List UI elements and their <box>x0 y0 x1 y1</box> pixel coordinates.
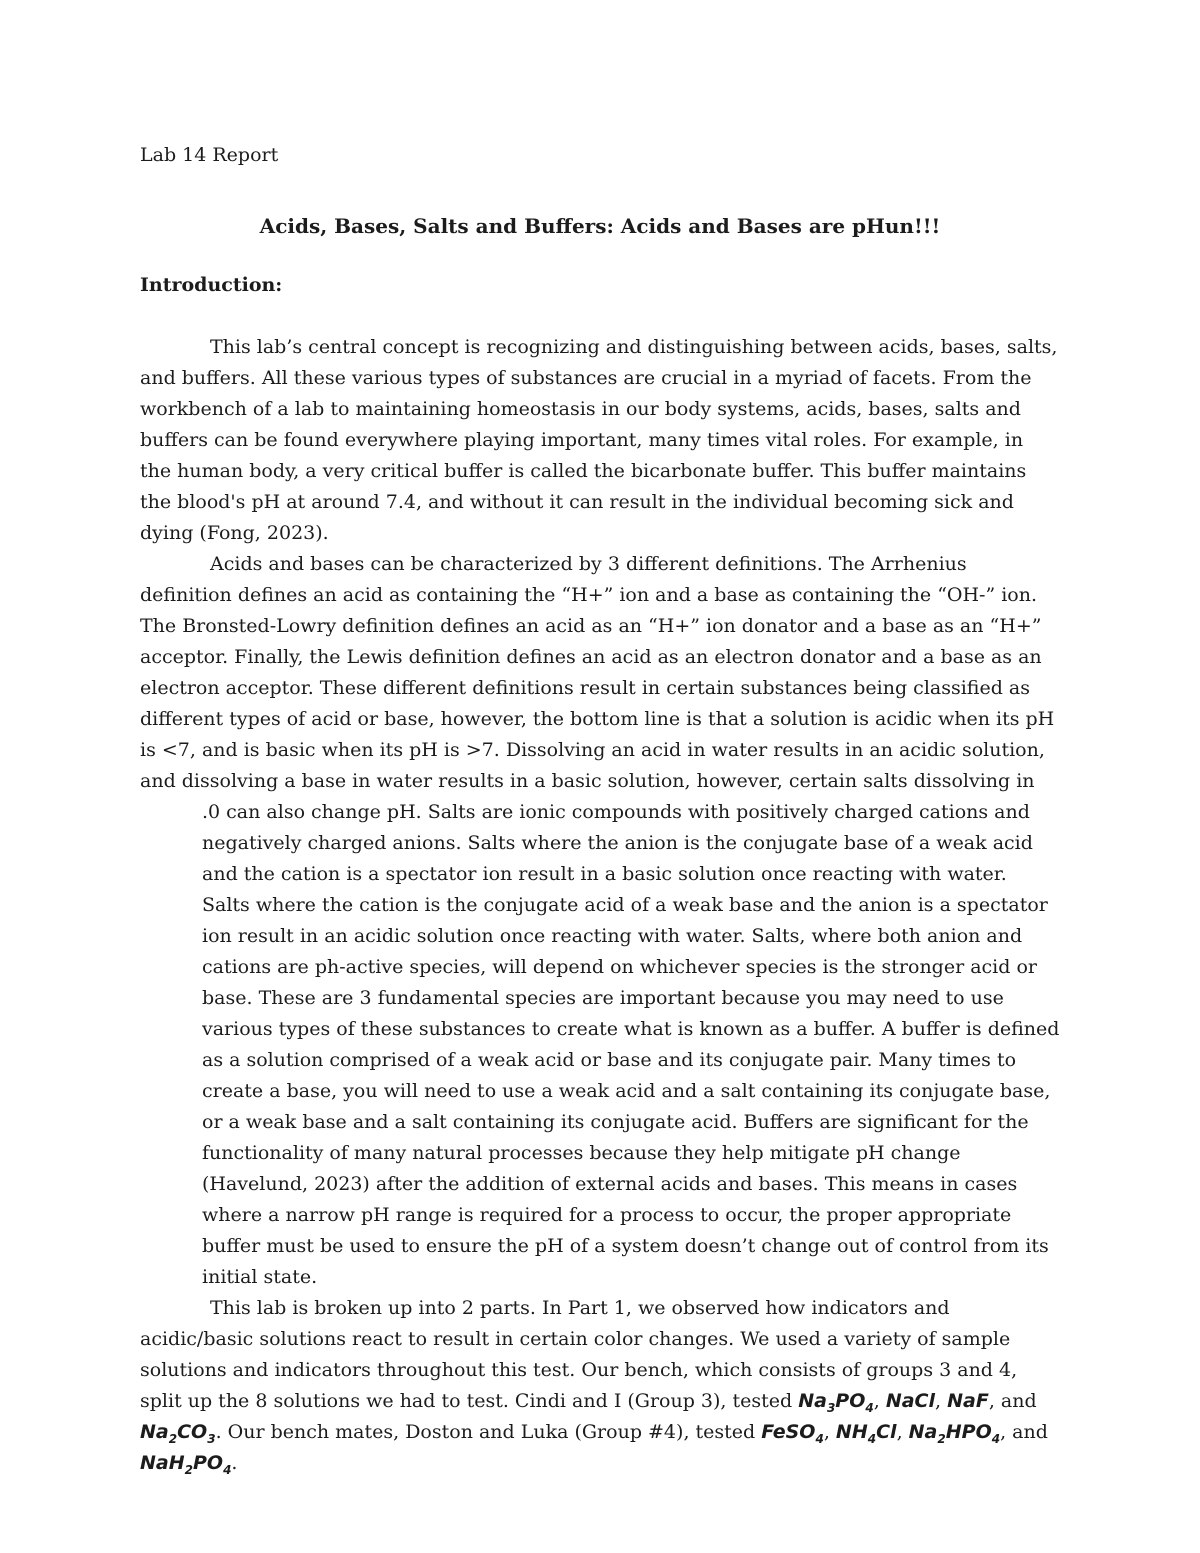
separator: , and <box>1000 1421 1048 1443</box>
document-body <box>140 332 1060 1479</box>
formula-sodium-phosphate: $Na_3PO_4$ <box>798 1390 874 1415</box>
separator: , <box>935 1390 948 1412</box>
formula-iron-sulfate: FeSO$_4$ <box>761 1421 824 1446</box>
formula-disodium-phosphate: $Na_2HPO_4$ <box>908 1421 1001 1446</box>
report-label: Lab 14 Report <box>140 144 279 166</box>
separator: , and <box>988 1390 1037 1412</box>
formula-sodium-chloride: NaCl <box>885 1390 936 1412</box>
formula-ammonium-chloride: $NH_4Cl$ <box>835 1421 897 1446</box>
paragraph-2-continued-text: .0 can also change pH. Salts are ionic compounds with positively charged cations and negatively charged anions. Salts where the anion is the conjugate base of a weak acid and the cation is a spectator ion result in a basic solution once reacting with water. Salts where the cation is the conjugate acid of a weak base and the anion is a spectator ion result in an acidic solution once reacting with water. Salts, where both anion and cations are ph-active species, will depend on whichever species is the stronger acid or base. These are 3 fundamental species are important because you may need to use various types of these substances to create what is known as a buffer. A buffer is defined as a solution comprised of a weak acid or base and its conjugate pair. Many times to create a base, you will need to use a weak acid and a salt containing its conjugate base, or a weak base and a salt containing its conjugate acid. Buffers are significant for the functionality of many natural processes because they help mitigate pH change (Havelund, 2023) after the addition of external acids and bases. This means in cases where a narrow pH range is required for a process to occur, the proper appropriate buffer must be used to ensure the pH of a system doesn’t change out of control from its initial state. <box>202 801 1060 1288</box>
paragraph-3-middle: . Our bench mates, Doston and Luka (Group #4), tested <box>215 1421 762 1443</box>
paragraph-3-intro: This lab is broken up into 2 parts. In Part 1, we observed how indicators and acidic/basic solutions react to result in certain color changes. We used a variety of sample solutions and indicators throughout this test. Our bench, which consists of groups 3 and 4, split up the 8 solutions we had to test. Cindi and I (Group 3), tested <box>140 1297 1018 1412</box>
paragraph-3 <box>140 1293 1060 1479</box>
document-title: Acids, Bases, Salts and Buffers: Acids and Bases are pHun!!! <box>259 214 941 238</box>
separator: , <box>823 1421 836 1443</box>
separator: , <box>896 1421 909 1443</box>
formula-sodium-fluoride: NaF <box>947 1390 989 1412</box>
separator: , <box>873 1390 886 1412</box>
section-heading-introduction: Introduction: <box>140 274 283 296</box>
paragraph-3-end: . <box>231 1452 238 1474</box>
paragraph-1: This lab’s central concept is recognizing and distinguishing between acids, bases, salts, and buffers. All these various types of substances are crucial in a myriad of facets. From the workbench of a lab to maintaining homeostasis in our body systems, acids, bases, salts and buffers can be found everywhere playing important, many times vital roles. For example, in the human body, a very critical buffer is called the bicarbonate buffer. This buffer maintains the blood's pH at around 7.4, and without it can result in the individual becoming sick and dying (Fong, 2023). <box>140 336 1058 544</box>
paragraph-2-continued <box>140 797 1060 1293</box>
formula-sodium-carbonate: $Na_2CO_3$ <box>140 1421 216 1446</box>
formula-monosodium-phosphate: $NaH_2PO_4$ <box>140 1452 232 1477</box>
paragraph-2: Acids and bases can be characterized by 3 different definitions. The Arrhenius definition defines an acid as containing the “H+” ion and a base as containing the “OH-” ion. The Bronsted-Lowry definition defines an acid as an “H+” ion donator and a base as an “H+” acceptor. Finally, the Lewis definition defines an acid as an electron donator and a base as an electron acceptor. These different definitions result in certain substances being classified as different types of acid or base, however, the bottom line is that a solution is acidic when its pH is <7, and is basic when its pH is >7. Dissolving an acid in water results in an acidic solution, and dissolving a base in water results in a basic solution, however, certain salts dissolving in <box>140 553 1055 792</box>
